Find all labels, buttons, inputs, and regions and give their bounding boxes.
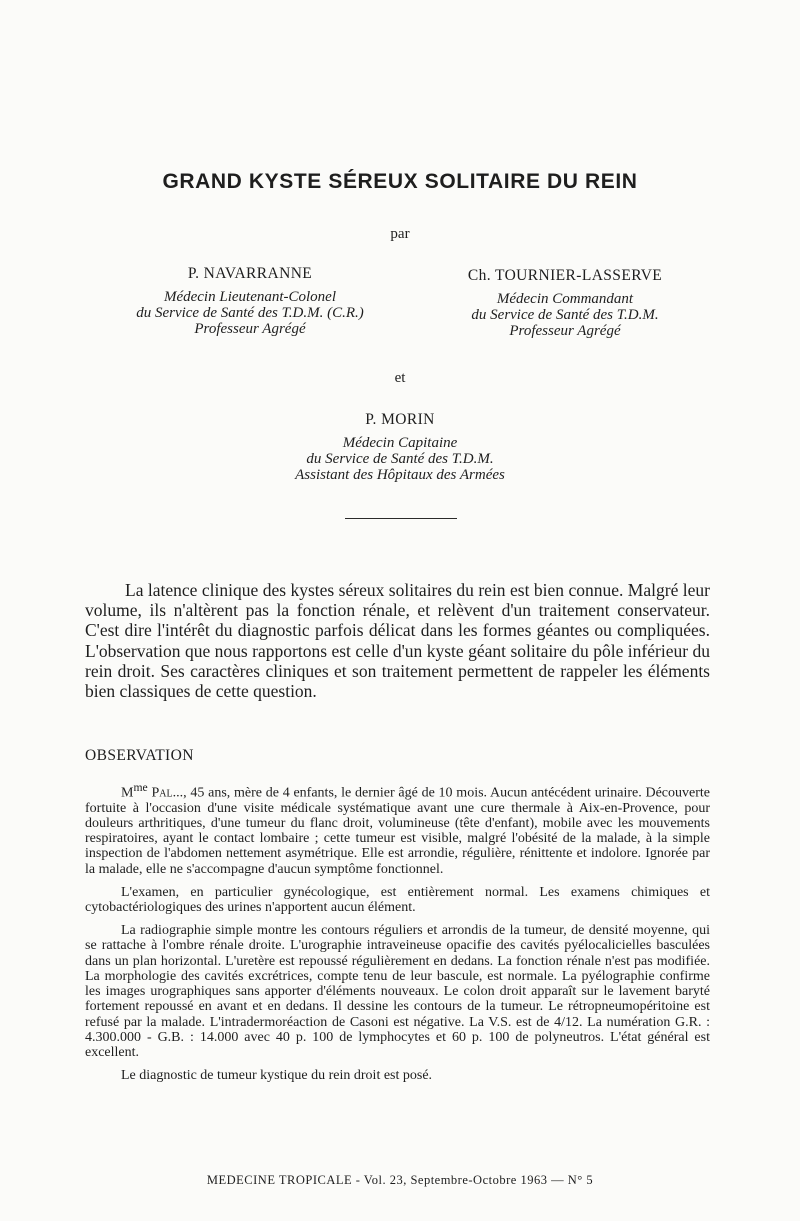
author-title: Professeur Agrégé: [509, 323, 621, 339]
observation-paragraph-3: La radiographie simple montre les contours réguliers et arrondis de la tumeur, de densité moyenne, qui se rattache à l'ombre rénale droite. L'urographie intraveineuse opacifie des cavités pyélocalicielles basculées dans un plan horizontal. L'uretère est repoussé régulièrement en dedans. La fonction rénale n'est pas modifiée. La morphologie des cavités excrétrices, compte tenu de leur bascule, est normale. La pyélographie confirme les images urographiques sans apporter d'éléments nouveaux. Le colon droit apparaît sur le lavement baryté fortement repoussé en avant et en dedans. Il dessine les contours de la tumeur. Le rétropneumopéritoine est refusé par la malade. L'intradermoréaction de Casoni est négative. La V.S. est de 4/12. La numération G.R. : 4.300.000 - G.B. : 14.000 avec 40 p. 100 de lymphocytes et 60 p. 100 de polyneutros. L'état général est excellent.: [85, 923, 710, 1060]
observation-paragraph-4: Le diagnostic de tumeur kystique du rein droit est posé.: [121, 1068, 433, 1084]
author-name: P. MORIN: [365, 411, 435, 428]
journal-footer: MEDECINE TROPICALE - Vol. 23, Septembre-Octobre 1963 — N° 5: [206, 1173, 594, 1187]
author-rank: Médecin Commandant: [496, 291, 634, 307]
author-service: du Service de Santé des T.D.M.: [306, 451, 494, 467]
observation-body: [85, 780, 710, 1091]
author-rank: Médecin Lieutenant-Colonel: [163, 289, 337, 305]
author-title: Assistant des Hôpitaux des Armées: [295, 467, 505, 483]
author-rank: Médecin Capitaine: [342, 435, 458, 451]
observation-paragraph-2: L'examen, en particulier gynécologique, est entièrement normal. Les examens chimiques et cytobactériologiques des urines n'apportent aucun élément.: [85, 884, 710, 916]
author-title: Professeur Agrégé: [194, 321, 306, 337]
author-3: [210, 411, 590, 483]
by-line: par: [390, 226, 410, 242]
author-2: [420, 267, 710, 339]
conjunction-et: et: [394, 370, 406, 386]
paragraph-text: , 45 ans, mère de 4 enfants, le dernier âgé de 10 mois. Aucun antécédent urinaire. Découverte fortuite à l'occasion d'une visite médicale systématique avant une cure thermale à Aix-en-Provence, pour douleurs arthritiques, d'une tumeur du flanc droit, volumineuse (tête d'enfant), mobile avec les mouvements respiratoires, ayant le contact lombaire ; cette tumeur est visible, malgré l'obésité de la malade, à la simple inspection de l'abdomen nettement asymétrique. Elle est arrondie, régulière, rénittente et indolore. Ignorée par la malade, elle ne s'accompagne d'aucun symptôme fonctionnel.: [85, 785, 710, 877]
author-service: du Service de Santé des T.D.M. (C.R.): [136, 305, 364, 321]
divider-rule: [345, 518, 457, 519]
author-name: P. NAVARRANNE: [187, 265, 313, 282]
title-prefix: M: [121, 785, 134, 801]
article-title: GRAND KYSTE SÉREUX SOLITAIRE DU REIN: [162, 170, 638, 193]
section-heading-observation: OBSERVATION: [85, 747, 194, 764]
patient-name: Pal...: [151, 785, 184, 801]
abstract-paragraph: La latence clinique des kystes séreux solitaires du rein est bien connue. Malgré leur volume, ils n'altèrent pas la fonction rénale, et relèvent d'un traitement conservateur. C'est dire l'intérêt du diagnostic parfois délicat dans les formes géantes ou compliquées. L'observation que nous rapportons est celle d'un kyste géant solitaire du pôle inférieur du rein droit. Ses caractères cliniques et son traitement permettent de rappeler les éléments bien classiques de cette question.: [85, 580, 710, 702]
observation-paragraph-1: [85, 780, 710, 877]
author-service: du Service de Santé des T.D.M.: [471, 307, 659, 323]
author-name: Ch. TOURNIER-LASSERVE: [467, 267, 663, 284]
title-superscript: me: [133, 781, 148, 794]
author-1: [95, 265, 405, 337]
